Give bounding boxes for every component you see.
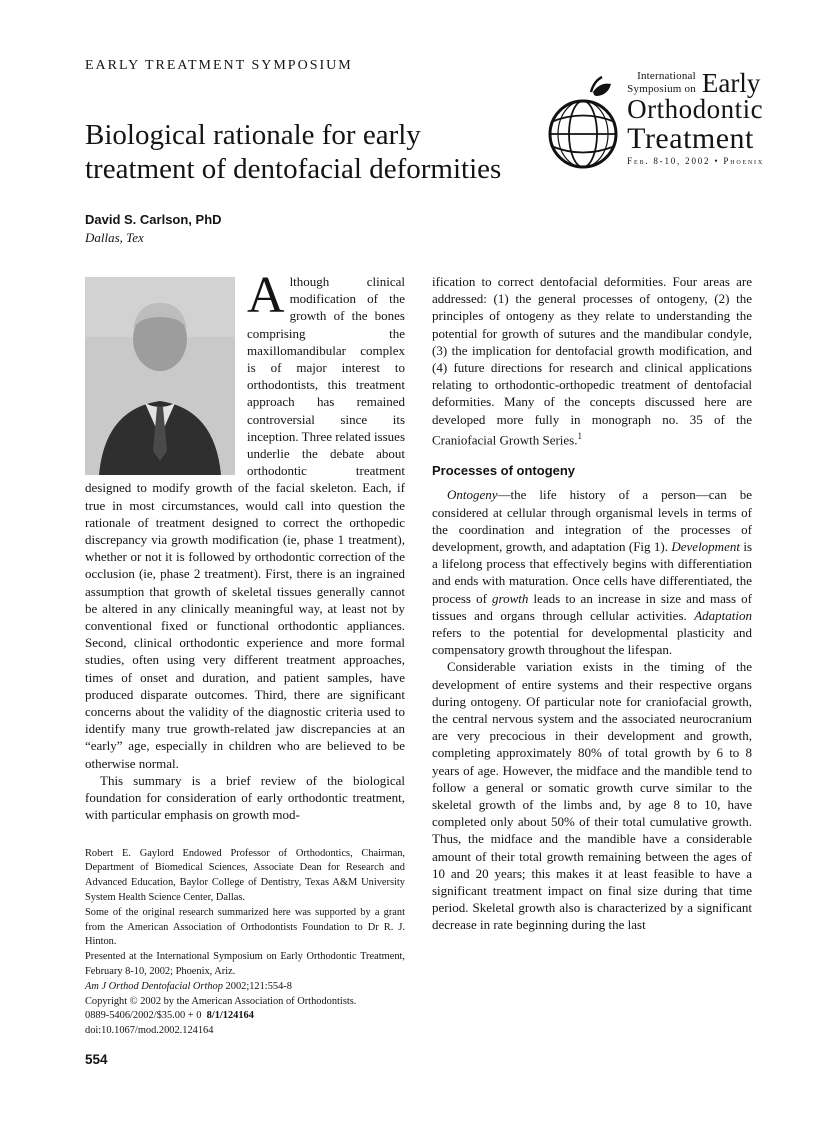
- footnote-presented: Presented at the International Symposium on Early Orthodontic Treatment, February 8-10, 2002; Phoenix, Ariz.: [85, 951, 405, 978]
- footnotes-block: [85, 847, 405, 1039]
- right-column: [432, 273, 752, 1067]
- paragraph-text: lthough clinical modification of the growth of the bones comprising the maxillomandibular complex is of major interest to orthodontists, this treatment approach has remained controversial since its inception. Three related issues underlie the debate about orthodontic treatment designed to modify growth of the facial skeleton. Each, if true in most circumstances, would call into question the rationale of treatment designed to correct the orthopedic discrepancy via growth modification (ie, phase 1 treatment), whether or not it is followed by orthodontic correction of the occlusion (ie, phase 2 treatment). First, there is an ingrained assumption that growth of skeletal tissues generally cannot be altered in any clinically meaningful way, at least not by conventional fixed or functional orthodontic appliances. Second, clinical orthodontic experience and more formal studies, often using very different treatment approaches, times of onset and duration, and patient samples, have produced disparate outcomes. Third, there are significant concerns about the validity of the diagnostic criteria used to identify many true growth-related jaw discrepancies at an “early” age, especially in children who are believed to be otherwise normal.: [85, 274, 405, 771]
- logo-word-early: Early: [701, 68, 761, 98]
- title-line-1: Biological rationale for early: [85, 119, 421, 151]
- paragraph: This summary is a brief review of the biological foundation for consideration of early orthodontic treatment, with particular emphasis on growth mod-: [85, 772, 405, 823]
- footnote-copyright: Copyright © 2002 by the American Association of Orthodontists.: [85, 995, 357, 1007]
- logo-text: [627, 70, 764, 166]
- section-heading-processes-of-ontogeny: Processes of ontogeny: [432, 463, 576, 479]
- symposium-logo: [547, 70, 764, 185]
- footnote-doi: doi:10.1067/mod.2002.124164: [85, 1025, 214, 1037]
- page-number: 554: [85, 1052, 108, 1067]
- logo-word-orthodontic: Orthodontic: [627, 94, 764, 124]
- logo-date: Feb. 8-10, 2002 • Phoenix: [627, 156, 764, 166]
- article-title: [85, 118, 555, 186]
- logo-subtitle: International Symposium on: [627, 70, 696, 95]
- footnote-affiliation: Robert E. Gaylord Endowed Professor of Orthodontics, Chairman, Department of Biomedical Sciences, Associate Dean for Research and Advanced Education, Baylor College of Dentistry, Texas A&M University System Health Science Center, Dallas.: [85, 847, 405, 904]
- apple-globe-icon: [547, 76, 623, 185]
- author-location: Dallas, Tex: [85, 230, 144, 245]
- footnote-funding: Some of the original research summarized here was supported by a grant from the American Association of Orthodontists Foundation to Dr R. J. Hinton.: [85, 906, 405, 948]
- footnote-issn: 0889-5406/2002/$35.00 + 0 8/1/124164: [85, 1010, 254, 1022]
- paragraph: Considerable variation exists in the timing of the development of entire systems and their respective organs during ontogeny. Of particular note for craniofacial growth, the central nervous system and the associated neurocranium are very precocious in their development and growth, completing approximately 80% of total growth by 6 to 8 years of age. However, the midface and the mandible tend to follow a general or somatic growth curve similar to the skeletal growth of the limbs and, by age 8 to 10, have completed only about 50% of their total cumulative growth. Thus, the midface and the mandible have a considerable amount of their total growth remaining between the ages of 10 and 20 years; this makes it at least feasible to have a significant treatment impact on final size during that time period. Skeletal growth also is characterized by a significant decrease in rate beginning during the last: [432, 659, 752, 933]
- left-body-text: [85, 273, 405, 834]
- drop-cap: A: [247, 273, 285, 324]
- paragraph: Ontogeny—the life history of a person—can be considered at cellular through organismal levels in terms of the coordination and integration of the processes of development, growth, and adaptation (Fig 1). Development is a lifelong process that effectively begins with differentiation and ends with maturation. Once cells have differentiated, the process of growth leads to an increase in size and mass of tissues and organs through cellular activities. Adaptation refers to the potential for developmental plasticity and compensatory growth throughout the lifespan.: [432, 487, 752, 658]
- footnote-citation: Am J Orthod Dentofacial Orthop 2002;121:554-8: [85, 980, 292, 992]
- title-line-2: treatment of dentofacial deformities: [85, 153, 502, 185]
- left-column: [85, 273, 405, 1067]
- running-head: EARLY TREATMENT SYMPOSIUM: [85, 58, 353, 73]
- logo-word-treatment: Treatment: [627, 122, 754, 155]
- two-column-body: [85, 273, 752, 1067]
- author-name: David S. Carlson, PhD: [85, 212, 222, 227]
- author-photo: [85, 277, 235, 475]
- paragraph: ification to correct dentofacial deformities. Four areas are addressed: (1) the general processes of ontogeny, (2) the principles of ontogeny as they relate to understanding the potential for growth of sutures and the mandibular condyle, (3) the implication for dentofacial growth modification, and (4) future directions for research and clinical applications relating to orthodontic-orthopedic treatment of dentofacial deformities. Many of the concepts discussed here are developed more fully in monograph no. 35 of the Craniofacial Growth Series.$^1$: [432, 274, 752, 448]
